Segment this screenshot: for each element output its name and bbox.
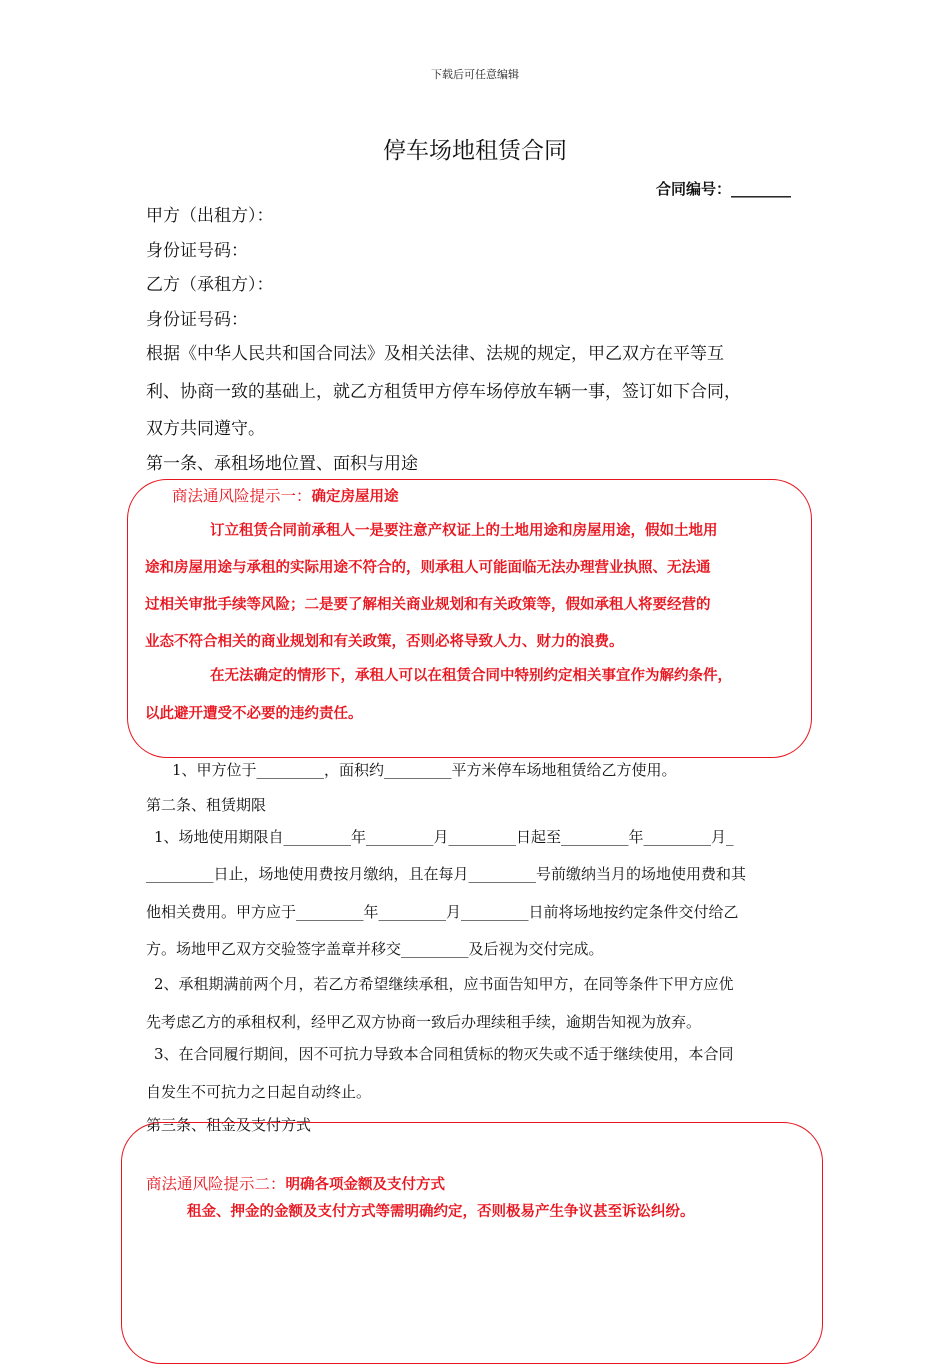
document-title: 停车场地租赁合同 <box>383 138 567 164</box>
preamble-line: 根据《中华人民共和国合同法》及相关法律、法规的规定，甲乙双方在平等互 <box>146 344 724 364</box>
risk1-line: 在无法确定的情形下，承租人可以在租赁合同中特别约定相关事宜作为解约条件， <box>210 668 732 684</box>
risk1-line: 业态不符合相关的商业规划和有关政策，否则必将导致人力、财力的浪费。 <box>145 634 624 650</box>
article2-line: _________日止，场地使用费按月缴纳，且在每月_________号前缴纳当月的场地使用费和其 <box>146 865 747 883</box>
risk1-heading-prefix: 商法通风险提示一： <box>172 487 312 505</box>
risk1-line: 以此避开遭受不必要的违约责任。 <box>145 706 363 722</box>
article2-line: 他相关费用。甲方应于_________年_________月_________日前将场地按约定条件交付给乙 <box>146 903 739 921</box>
risk1-line: 过相关审批手续等风险；二是要了解相关商业规划和有关政策等，假如承租人将要经营的 <box>145 597 711 613</box>
preamble-line: 利、协商一致的基础上，就乙方租赁甲方停车场停放车辆一事，签订如下合同， <box>146 382 741 402</box>
header-note: 下载后可任意编辑 <box>431 68 519 81</box>
party-a-label: 甲方（出租方）： <box>146 206 274 226</box>
party-b-id-label: 身份证号码： <box>146 310 248 330</box>
article1-title: 第一条、承租场地位置、面积与用途 <box>146 454 418 474</box>
party-a-id-label: 身份证号码： <box>146 241 248 261</box>
risk2-line: 租金、押金的金额及支付方式等需明确约定，否则极易产生争议甚至诉讼纠纷。 <box>187 1204 695 1220</box>
article2-line: 2、承租期满前两个月，若乙方希望继续承租，应书面告知甲方，在同等条件下甲方应优 <box>154 975 734 993</box>
preamble-line: 双方共同遵守。 <box>146 419 265 439</box>
article1-item1: 1、甲方位于_________，面积约_________平方米停车场地租赁给乙方使用。 <box>172 761 677 779</box>
risk1-line: 订立租赁合同前承租人一是要注意产权证上的土地用途和房屋用途，假如土地用 <box>210 523 718 539</box>
article2-line: 方。场地甲乙双方交验签字盖章并移交_________及后视为交付完成。 <box>146 940 604 958</box>
risk2-heading-topic: 明确各项金额及支付方式 <box>285 1177 446 1193</box>
article2-line: 先考虑乙方的承租权利，经甲乙双方协商一致后办理续租手续，逾期告知视为放弃。 <box>146 1013 702 1031</box>
party-b-label: 乙方（承租方）： <box>146 275 274 295</box>
risk-notice-box-2 <box>121 1122 823 1364</box>
risk1-heading-topic: 确定房屋用途 <box>311 489 399 505</box>
risk2-heading-prefix: 商法通风险提示二： <box>146 1175 286 1193</box>
article2-line: 3、在合同履行期间，因不可抗力导致本合同租赁标的物灭失或不适于继续使用，本合同 <box>154 1045 734 1063</box>
contract-number: 合同编号：________ <box>656 180 792 198</box>
article2-line: 自发生不可抗力之日起自动终止。 <box>146 1083 372 1101</box>
risk1-heading <box>172 484 399 506</box>
article3-title: 第三条、租金及支付方式 <box>146 1116 312 1134</box>
risk2-heading <box>146 1172 445 1194</box>
article2-title: 第二条、租赁期限 <box>146 796 267 814</box>
risk1-line: 途和房屋用途与承租的实际用途不符合的，则承租人可能面临无法办理营业执照、无法通 <box>145 560 711 576</box>
article2-line: 1、场地使用期限自_________年_________月_________日起至_________年_________月_ <box>154 828 734 846</box>
